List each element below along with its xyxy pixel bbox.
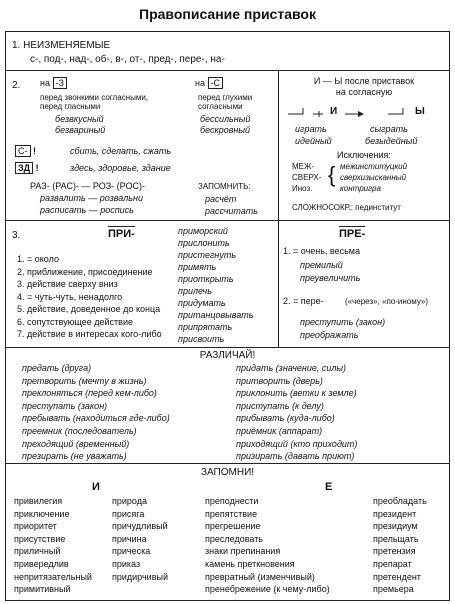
list-item: президиум xyxy=(373,521,418,532)
zd-examples: здесь, здоровье, здание xyxy=(70,163,171,173)
list-item: приморский xyxy=(178,226,228,236)
brace: { xyxy=(328,162,336,187)
list-item: президент xyxy=(373,508,417,519)
list-item: 5. действие, доведенное до конца xyxy=(17,304,161,314)
list-item: 1. = около xyxy=(17,254,59,264)
list-item: присутствие xyxy=(14,533,66,544)
y-letter: Ы xyxy=(415,106,425,117)
list-item: претендент xyxy=(373,571,421,582)
z-label: на -З xyxy=(40,78,67,88)
list-item: приёмник (аппарат) xyxy=(236,426,323,436)
s-example: бессильный xyxy=(200,114,251,124)
pre-example: преображать xyxy=(300,330,359,340)
pre-example: премилый xyxy=(300,260,343,270)
exception-prefix: Иноз. xyxy=(292,184,313,193)
list-item: 6. сопутствующее действие xyxy=(17,316,133,327)
pri-heading: ПРИ- xyxy=(108,228,135,240)
iy-example: безыдейный xyxy=(365,136,418,146)
list-item: привередлив xyxy=(14,559,69,569)
raz-example: развалить — розвальни xyxy=(40,193,143,203)
list-item: предать (друга) xyxy=(22,363,92,373)
page-title: Правописание приставок xyxy=(139,6,316,22)
s-box: -С xyxy=(208,77,224,89)
divider xyxy=(5,220,450,221)
list-item: преемник (последователь) xyxy=(22,426,137,436)
list-item: преклоняться (перед кем-либо) xyxy=(22,388,157,399)
abbreviation-exception: СЛОЖНОСОКР.: пединститут xyxy=(292,203,401,212)
list-item: пребывать (находиться где-либо) xyxy=(22,413,170,424)
pre-meaning-note: («через», «по-иному») xyxy=(345,297,429,306)
list-item: приклонить (ветки к земле) xyxy=(236,388,357,399)
list-item: преподнести xyxy=(205,496,259,506)
i-column-heading: И xyxy=(92,481,100,493)
list-item: причудливый xyxy=(112,521,168,532)
list-item: претворить (мечту в жизнь) xyxy=(22,375,147,386)
s-example: бескровный xyxy=(200,125,251,135)
exception-prefix: СВЕРХ- xyxy=(292,173,322,182)
list-item: прегрешение xyxy=(205,521,261,532)
c-examples: сбить, сделать, сжать xyxy=(70,146,172,156)
list-item: примять xyxy=(178,262,217,272)
iy-example: сыграть xyxy=(370,124,408,134)
iy-example: идейный xyxy=(295,136,332,146)
list-item: приоритет xyxy=(14,521,57,532)
zd-rule: ЗД ! xyxy=(15,163,39,173)
list-item: 2. приближение, присоединение xyxy=(17,266,153,277)
list-item: непритязательный xyxy=(14,571,92,582)
list-item: препарат xyxy=(373,559,412,569)
list-item: презирать (не уважать) xyxy=(22,451,127,462)
exception-prefix: МЕЖ- xyxy=(292,162,315,171)
list-item: премьера xyxy=(373,584,414,595)
pre-heading: ПРЕ- xyxy=(339,228,366,240)
list-item: пренебрежение (к чему-либо) xyxy=(205,584,330,595)
z-description: перед звонкими согласными, xyxy=(40,93,149,102)
section-1-heading: 1. НЕИЗМЕНЯЕМЫЕ xyxy=(12,40,111,51)
section-3-number: 3. xyxy=(12,230,21,241)
list-item: приказ xyxy=(112,559,141,569)
s-description: перед глухими xyxy=(198,93,253,102)
list-item: придирчивый xyxy=(112,571,168,582)
exception-word: сверхизысканный xyxy=(340,173,407,182)
list-item: препятствие xyxy=(205,508,258,519)
list-item: приоткрыть xyxy=(178,274,234,284)
pre-example: преступить (закон) xyxy=(300,317,386,327)
exceptions-label: Исключения: xyxy=(337,150,391,160)
list-item: пританцовывать xyxy=(178,310,254,320)
list-item: приличный xyxy=(14,546,61,557)
list-item: придумать xyxy=(178,298,226,308)
z-box: -З xyxy=(53,77,67,89)
remember-label: ЗАПОМНИТЬ: xyxy=(198,182,251,191)
divider xyxy=(5,347,450,348)
c-rule: С- ! xyxy=(15,146,36,156)
raz-rule: РАЗ- (РАС)- — РОЗ- (РОС)- xyxy=(30,181,145,191)
section-2-number: 2. xyxy=(12,80,21,91)
divider xyxy=(278,70,279,220)
list-item: причина xyxy=(112,533,147,544)
z-example: безвкусный xyxy=(55,114,104,124)
iy-example: играть xyxy=(295,124,327,134)
list-item: прилечь xyxy=(178,286,212,296)
list-item: камень преткновения xyxy=(205,559,295,569)
divider xyxy=(5,463,450,464)
list-item: приходящий (кто приходит) xyxy=(236,438,358,449)
list-item: превратный (изменчивый) xyxy=(205,571,315,582)
list-item: прельщать xyxy=(373,533,419,544)
list-item: преступать (закон) xyxy=(22,400,108,411)
list-item: присяга xyxy=(112,508,145,519)
list-item: приступать (к делу) xyxy=(236,400,324,411)
exception-word: межинституцкий xyxy=(340,162,408,171)
pre-meaning: 1. = очень, весьма xyxy=(283,246,360,256)
list-item: преследовать xyxy=(205,533,263,544)
list-item: 4. = чуть-чуть, ненадолго xyxy=(17,291,123,302)
list-item: притворить (дверь) xyxy=(236,375,323,386)
remember-heading: ЗАПОМНИ! xyxy=(200,467,255,478)
list-item: приключение xyxy=(14,508,70,519)
remember-word: рассчитать xyxy=(205,206,259,216)
divider xyxy=(278,220,279,347)
list-item: призирать (давать приют) xyxy=(236,451,355,462)
divider xyxy=(5,70,450,71)
distinguish-heading: РАЗЛИЧАЙ! xyxy=(199,350,256,361)
list-item: претензия xyxy=(373,546,416,557)
list-item: припрятать xyxy=(178,322,233,332)
list-item: прическа xyxy=(112,546,151,557)
pre-example: преувеличить xyxy=(300,273,361,283)
list-item: примитивный xyxy=(14,584,71,595)
i-letter: И xyxy=(330,106,338,117)
list-item: привилегия xyxy=(14,496,63,506)
list-item: присвоить xyxy=(178,334,225,344)
s-label: на -С xyxy=(195,78,223,88)
list-item: 7. действие в интересах кого-либо xyxy=(17,329,162,339)
iy-heading: И — Ы после приставок xyxy=(313,76,415,86)
list-item: преходящий (временный) xyxy=(22,438,130,449)
list-item: пристегнуть xyxy=(178,250,237,260)
e-column-heading: Е xyxy=(325,481,333,493)
list-item: природа xyxy=(112,496,147,506)
z-example: безвариный xyxy=(55,125,106,135)
list-item: преобладать xyxy=(373,496,427,506)
s-description: согласными xyxy=(198,102,243,111)
list-item: 3. действие сверху вниз xyxy=(17,279,118,289)
list-item: прислонить xyxy=(178,238,230,248)
exception-word: контригра xyxy=(340,184,381,193)
section-1-prefix-list: с-, под-, над-, об-, в-, от-, пред-, пере-, на- xyxy=(30,54,225,65)
list-item: придать (значение, силы) xyxy=(236,363,347,373)
list-item: знаки препинания xyxy=(205,546,281,557)
z-description: перед гласными xyxy=(40,102,101,111)
iy-heading: на согласную xyxy=(335,87,393,97)
list-item: прибывать (куда-либо) xyxy=(236,413,335,424)
remember-word: расчёт xyxy=(205,194,237,204)
pre-meaning: 2. = пере- xyxy=(283,296,324,306)
raz-example: расписать — роспись xyxy=(40,205,134,215)
